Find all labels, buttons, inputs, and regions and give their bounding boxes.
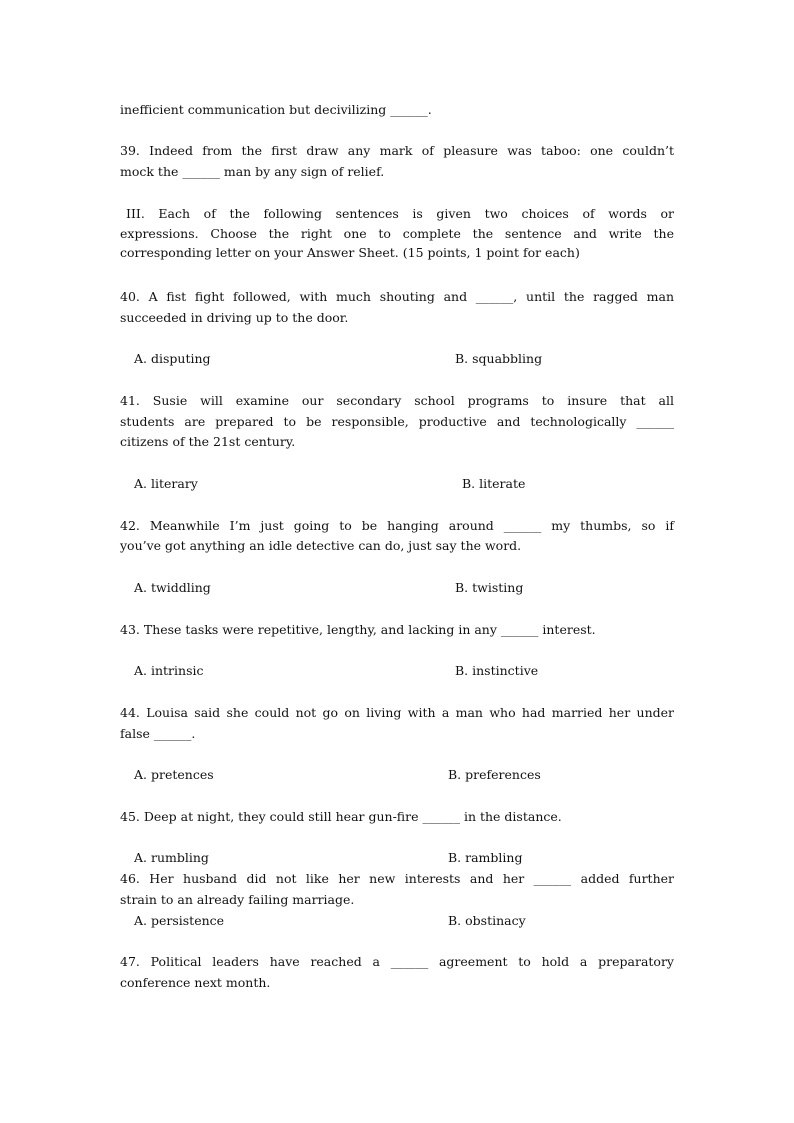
- question-44-option-b: B. preferences: [448, 767, 541, 782]
- question-44-line-1: 44. Louisa said she could not go on living with a man who had married her under: [120, 705, 674, 720]
- question-45-option-b: B. rambling: [448, 850, 523, 865]
- question-41-line-1: 41. Susie will examine our secondary school programs to insure that all: [120, 393, 674, 408]
- question-40-line-2: succeeded in driving up to the door.: [120, 310, 349, 325]
- question-39-line-2: mock the ______ man by any sign of relief.: [120, 164, 385, 179]
- question-42-option-a: A. twiddling: [134, 580, 211, 595]
- question-38-tail: inefficient communication but decivilizing ______.: [120, 102, 432, 117]
- section-3-instructions-line-2: expressions. Choose the right one to complete the sentence and write the: [120, 226, 674, 241]
- question-41-line-3: citizens of the 21st century.: [120, 434, 296, 449]
- question-43-option-a: A. intrinsic: [134, 663, 204, 678]
- question-46-line-2: strain to an already failing marriage.: [120, 892, 355, 907]
- question-42-line-1: 42. Meanwhile I’m just going to be hanging around ______ my thumbs, so if: [120, 518, 674, 533]
- section-3-instructions-line-1: III. Each of the following sentences is given two choices of words or: [126, 206, 674, 221]
- question-42-option-b: B. twisting: [455, 580, 524, 595]
- question-47-line-1: 47. Political leaders have reached a ______ agreement to hold a preparatory: [120, 954, 674, 969]
- question-41-line-2: students are prepared to be responsible, productive and technologically ______: [120, 414, 674, 429]
- question-46-option-b: B. obstinacy: [448, 913, 526, 928]
- question-40-option-b: B. squabbling: [455, 351, 543, 366]
- question-40-line-1: 40. A fist fight followed, with much shouting and ______, until the ragged man: [120, 289, 674, 304]
- question-44-option-a: A. pretences: [134, 767, 214, 782]
- question-45-line-1: 45. Deep at night, they could still hear gun-fire ______ in the distance.: [120, 809, 562, 824]
- question-43-option-b: B. instinctive: [455, 663, 539, 678]
- question-41-option-a: A. literary: [134, 476, 198, 491]
- question-40-option-a: A. disputing: [134, 351, 211, 366]
- question-42-line-2: you’ve got anything an idle detective can do, just say the word.: [120, 538, 522, 553]
- question-44-line-2: false ______.: [120, 726, 196, 741]
- question-43-line-1: 43. These tasks were repetitive, lengthy, and lacking in any ______ interest.: [120, 622, 596, 637]
- question-46-line-1: 46. Her husband did not like her new interests and her ______ added further: [120, 871, 674, 886]
- question-39-line-1: 39. Indeed from the first draw any mark of pleasure was taboo: one couldn’t: [120, 143, 674, 158]
- question-46-option-a: A. persistence: [134, 913, 225, 928]
- question-41-option-b: B. literate: [462, 476, 526, 491]
- section-3-instructions-line-3: corresponding letter on your Answer Sheet. (15 points, 1 point for each): [120, 245, 580, 260]
- question-45-option-a: A. rumbling: [134, 850, 209, 865]
- question-47-line-2: conference next month.: [120, 975, 271, 990]
